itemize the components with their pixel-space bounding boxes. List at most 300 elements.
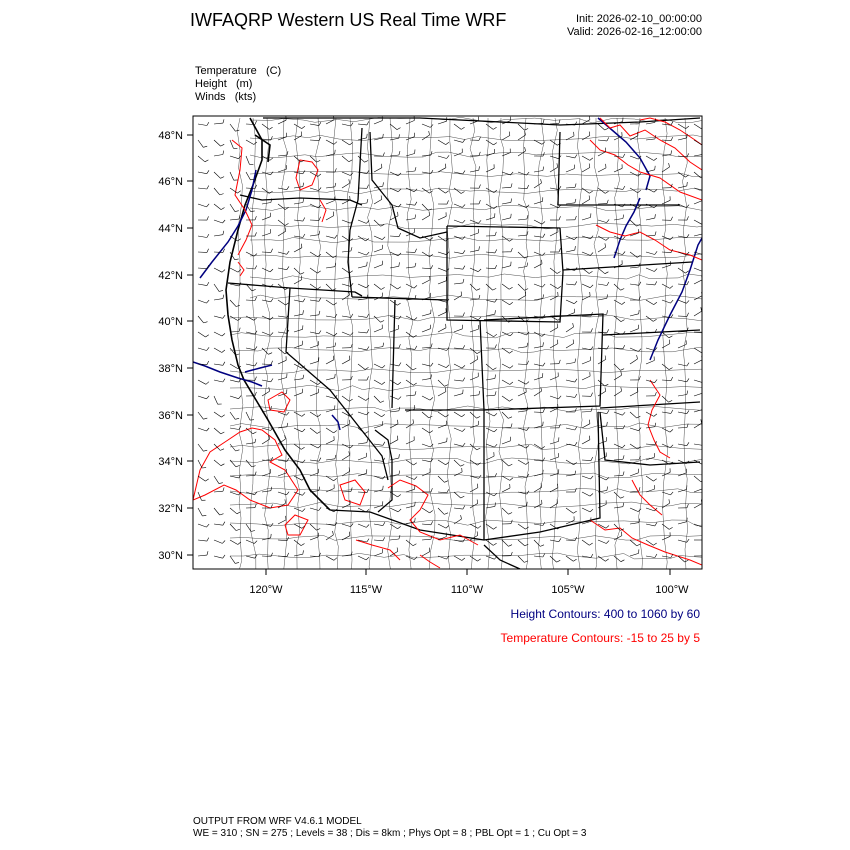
model-version: OUTPUT FROM WRF V4.6.1 MODEL	[193, 816, 362, 827]
wind-barb-flag	[268, 353, 272, 355]
wind-barb-flag	[686, 300, 689, 303]
wind-barb	[230, 219, 239, 220]
wind-barb-flag	[479, 166, 480, 170]
wind-barb-flag	[557, 163, 558, 167]
wind-barb	[342, 220, 350, 223]
wind-barb	[358, 556, 366, 560]
wind-barb	[486, 492, 494, 496]
wind-barb-flag	[670, 445, 673, 448]
wind-barb-flag	[302, 429, 305, 432]
wind-barb	[358, 348, 367, 350]
wind-barb-flag	[235, 259, 239, 260]
wind-barb-flag	[687, 281, 689, 285]
wind-barb	[454, 153, 462, 156]
wind-barb	[694, 489, 702, 492]
wind-barb	[566, 284, 575, 285]
wind-barb-flag	[495, 391, 496, 395]
wind-barb-flag	[235, 211, 239, 212]
wind-barb	[694, 423, 702, 428]
wind-barb-flag	[287, 492, 290, 495]
wind-barb	[310, 300, 319, 301]
wind-barb	[470, 268, 478, 272]
wind-barb-flag	[447, 155, 450, 158]
wind-barb-flag	[204, 322, 208, 323]
wind-barb	[598, 332, 607, 333]
wind-barb	[646, 122, 655, 124]
wind-barb-flag	[271, 523, 273, 526]
wind-barb	[518, 524, 525, 529]
wind-barb	[374, 553, 382, 556]
wind-barb-flag	[271, 534, 272, 538]
wind-barb	[358, 396, 366, 401]
wind-barb-flag	[335, 235, 337, 238]
wind-barb	[582, 296, 590, 300]
wind-barb-flag	[223, 249, 225, 253]
wind-barb	[326, 360, 334, 364]
wind-barb	[374, 364, 382, 368]
wind-barb-flag	[301, 544, 304, 546]
wind-barb-flag	[445, 388, 446, 392]
wind-barb-flag	[366, 285, 369, 288]
wind-barb	[646, 156, 654, 161]
wind-barb-flag	[687, 313, 689, 317]
wind-barb	[566, 540, 575, 541]
wind-barb	[406, 154, 415, 157]
wind-barb	[566, 169, 574, 172]
wind-barb-flag	[286, 303, 289, 305]
wind-barb-flag	[223, 487, 224, 491]
wind-barb-flag	[207, 396, 210, 399]
wind-barb	[550, 408, 558, 412]
wind-barb	[310, 315, 319, 316]
wind-barb-flag	[575, 281, 577, 285]
wind-barb-flag	[303, 218, 305, 222]
wind-barb	[486, 378, 495, 380]
field-temperature: Temperature (C)	[195, 65, 282, 77]
wind-barb	[550, 540, 559, 542]
wind-barb	[502, 488, 510, 492]
wind-barb-flag	[287, 423, 288, 427]
wind-barb-flag	[607, 422, 608, 426]
wind-barb	[390, 380, 398, 385]
wind-barb	[198, 540, 207, 541]
wind-barb-flag	[367, 539, 369, 542]
wind-barb	[518, 172, 527, 175]
wind-barb-flag	[429, 131, 430, 135]
wind-barb	[214, 476, 219, 484]
wind-barb	[502, 236, 509, 241]
wind-barb-flag	[414, 285, 417, 288]
wind-barb	[438, 312, 446, 316]
wind-barb	[374, 284, 381, 290]
wind-barb-flag	[399, 262, 400, 266]
wind-barb-flag	[639, 282, 641, 286]
wind-barb-flag	[251, 531, 255, 532]
wind-barb-flag	[607, 329, 609, 333]
wind-barb-flag	[687, 182, 688, 186]
wind-barb	[470, 329, 479, 332]
wind-barb-flag	[398, 173, 401, 176]
wind-barb-flag	[446, 462, 449, 464]
wind-barb-flag	[703, 552, 704, 556]
wind-barb-flag	[431, 265, 433, 269]
wind-barb-flag	[621, 387, 622, 391]
wind-barb-flag	[207, 300, 210, 303]
wind-barb	[406, 460, 414, 465]
wind-barb	[278, 155, 287, 156]
wind-barb	[598, 247, 606, 252]
wind-barb-flag	[605, 128, 609, 130]
wind-barb-flag	[366, 557, 369, 560]
wind-barb	[454, 428, 462, 432]
lat-label: 46°N	[158, 176, 183, 188]
wind-barb	[278, 300, 286, 305]
wind-barb-flag	[431, 488, 432, 492]
wind-barb-flag	[351, 247, 352, 251]
wind-barb-flag	[205, 479, 208, 481]
wind-barb	[614, 459, 623, 460]
wind-barb-flag	[669, 163, 670, 167]
wind-barb-flag	[223, 119, 224, 123]
wind-barb-flag	[366, 525, 369, 528]
wind-barb	[342, 124, 351, 126]
wind-barb-flag	[702, 524, 705, 527]
wind-barb	[678, 395, 687, 397]
wind-barb	[566, 363, 575, 365]
wind-barb-flag	[524, 289, 528, 291]
wind-barb-flag	[510, 302, 513, 304]
wind-barb-flag	[430, 238, 433, 241]
wind-barb	[438, 281, 446, 284]
wind-barb-flag	[525, 147, 526, 151]
wind-barb	[678, 412, 687, 414]
wind-barb	[566, 250, 575, 252]
wind-barb	[470, 233, 479, 236]
wind-barb	[566, 300, 574, 304]
wind-barb-flag	[495, 345, 497, 349]
wind-barb	[230, 172, 234, 180]
wind-barb-flag	[446, 365, 449, 368]
wind-barb	[214, 268, 222, 272]
wind-barb-flag	[429, 548, 430, 552]
wind-barb	[566, 508, 573, 513]
wind-barb	[294, 248, 302, 252]
wind-barb	[662, 200, 670, 204]
wind-barb-flag	[318, 382, 321, 384]
wind-barb	[422, 124, 430, 127]
wind-barb-flag	[303, 375, 304, 379]
wind-barb	[214, 540, 222, 543]
wind-barb	[310, 235, 319, 236]
wind-barb-flag	[494, 413, 497, 416]
wind-barb-flag	[205, 160, 209, 162]
wind-barb	[342, 251, 351, 252]
wind-barb-flag	[319, 137, 321, 141]
wind-barb	[422, 135, 430, 140]
lat-label: 42°N	[158, 270, 183, 282]
wind-barb-flag	[509, 464, 513, 466]
wind-barb	[614, 188, 623, 189]
wind-barb-flag	[447, 489, 449, 493]
wind-barb-flag	[495, 265, 497, 269]
wind-barb	[214, 380, 223, 382]
wind-barb-flag	[301, 273, 305, 275]
wind-barb-flag	[317, 287, 320, 289]
wind-barb	[342, 491, 351, 492]
wind-barb-flag	[543, 554, 545, 558]
wind-barb	[550, 488, 558, 492]
wind-barb-flag	[398, 189, 401, 192]
wind-barb	[422, 215, 430, 220]
wind-barb	[406, 380, 413, 385]
wind-barb-flag	[574, 301, 577, 304]
wind-barb-flag	[446, 142, 449, 144]
wind-barb	[390, 172, 398, 176]
wind-barb-flag	[703, 251, 706, 254]
wind-barb	[486, 140, 494, 145]
wind-barb-flag	[252, 289, 256, 290]
wind-barb-flag	[509, 351, 512, 353]
wind-barb-flag	[365, 367, 368, 369]
wind-barb-flag	[478, 526, 481, 529]
wind-barb-flag	[559, 216, 561, 220]
wind-barb	[518, 124, 525, 130]
wind-barb-flag	[559, 424, 560, 428]
wind-barb	[246, 348, 255, 350]
wind-barb	[262, 491, 271, 492]
wind-barb	[470, 460, 477, 465]
wind-barb-flag	[687, 539, 689, 542]
wind-barb-flag	[590, 494, 593, 497]
wind-barb-flag	[543, 119, 544, 123]
wind-barb-flag	[509, 399, 512, 401]
wind-barb	[358, 412, 367, 415]
temperature-contours	[193, 118, 702, 568]
wind-barb	[390, 266, 399, 268]
wind-barb	[342, 332, 350, 335]
wind-barb-flag	[335, 455, 336, 459]
wind-barb	[534, 220, 542, 224]
wind-barb-flag	[365, 161, 369, 163]
wind-barb	[534, 236, 543, 237]
wind-barb-flag	[303, 310, 304, 314]
wind-barb-flag	[543, 294, 544, 298]
wind-barb	[294, 412, 302, 416]
wind-barb	[246, 300, 255, 301]
wind-barb	[598, 540, 606, 544]
wind-barb-flag	[701, 419, 702, 423]
wind-barb	[534, 252, 542, 256]
wind-barb-flag	[429, 211, 430, 215]
wind-barb-flag	[527, 263, 528, 267]
wind-barb	[438, 156, 447, 159]
wind-barb	[422, 552, 430, 556]
wind-barb	[662, 428, 670, 432]
wind-barb	[502, 460, 509, 466]
wind-barb-flag	[575, 216, 576, 220]
wind-barb	[326, 556, 334, 560]
wind-barb	[470, 556, 477, 561]
wind-barb	[486, 364, 493, 370]
wind-barb	[518, 411, 527, 412]
wind-barb	[470, 170, 479, 172]
wind-barb	[198, 284, 207, 286]
wind-barb	[390, 551, 398, 556]
wind-barb	[518, 267, 527, 269]
wind-barb-flag	[511, 183, 512, 187]
wind-barb	[582, 412, 591, 413]
wind-barb	[342, 284, 351, 286]
wind-barb	[694, 124, 702, 129]
wind-barb	[518, 476, 527, 477]
wind-barb	[278, 252, 287, 254]
wind-barb	[694, 140, 702, 145]
wind-barb-flag	[463, 171, 465, 174]
wind-barb-flag	[269, 387, 270, 391]
wind-barb-flag	[252, 466, 256, 467]
wind-barb-flag	[543, 363, 545, 366]
wind-barb-flag	[335, 150, 336, 154]
wind-barb-flag	[510, 478, 513, 481]
wind-barb	[230, 508, 237, 514]
wind-barb-flag	[543, 522, 545, 526]
wind-barb	[374, 265, 382, 268]
wind-barb	[246, 443, 255, 444]
wind-barb-flag	[591, 476, 594, 479]
wind-barb-flag	[493, 543, 496, 545]
wind-barb	[198, 204, 207, 207]
wind-barb-flag	[605, 191, 608, 193]
wind-barb-flag	[575, 359, 576, 363]
wind-barb-flag	[223, 379, 225, 382]
wind-barb	[502, 266, 511, 268]
wind-barb	[694, 172, 701, 178]
wind-barb	[438, 168, 446, 172]
wind-barb-flag	[623, 215, 624, 219]
wind-barb	[278, 520, 286, 524]
wind-barb	[630, 284, 639, 285]
county-line	[333, 118, 339, 586]
wind-barb-flag	[319, 298, 321, 302]
wind-barb-flag	[703, 150, 704, 154]
wind-barb-flag	[431, 521, 433, 525]
wind-barb-flag	[623, 154, 625, 158]
wind-barb-flag	[222, 333, 225, 336]
wind-barb	[198, 300, 207, 303]
wind-barb-flag	[607, 137, 609, 141]
wind-barb	[582, 188, 589, 193]
wind-barb	[214, 220, 223, 223]
wind-barb	[278, 556, 287, 557]
wind-barb	[646, 476, 653, 481]
latitude-axis	[158, 130, 193, 562]
wind-barb	[438, 364, 446, 368]
wind-barb-flag	[413, 544, 416, 546]
wind-barb-flag	[287, 266, 289, 269]
wind-barb-flag	[238, 239, 241, 241]
wind-barb	[358, 124, 367, 125]
wind-barb	[198, 172, 207, 174]
wind-barb	[678, 444, 687, 446]
wind-barb	[582, 508, 590, 512]
wind-barb	[566, 327, 574, 332]
wind-barb-flag	[319, 188, 322, 191]
wind-barb-flag	[575, 471, 576, 475]
wind-barb-flag	[687, 363, 689, 366]
wind-barb-flag	[303, 183, 304, 187]
wind-barb	[518, 540, 525, 546]
wind-barb-flag	[462, 236, 465, 239]
wind-barb-flag	[495, 249, 497, 253]
wind-barb-flag	[479, 185, 481, 189]
wind-barb	[326, 440, 334, 444]
wind-barb	[694, 476, 701, 482]
wind-barb	[278, 231, 286, 236]
wind-barb-flag	[479, 475, 481, 478]
wind-barb-flag	[607, 346, 609, 350]
wind-barb	[342, 183, 350, 188]
wind-barb	[598, 124, 605, 130]
wind-barb	[198, 476, 205, 481]
wind-barb-flag	[382, 237, 385, 240]
wind-barb	[566, 396, 575, 397]
wind-barb-flag	[623, 252, 626, 255]
wind-barb-flag	[444, 481, 448, 483]
wind-barb-flag	[511, 552, 512, 556]
wind-barb	[534, 377, 543, 380]
wind-barb-flag	[591, 347, 593, 350]
wind-barb	[694, 268, 702, 271]
wind-barb-flag	[415, 202, 417, 205]
wind-barb	[438, 392, 446, 396]
wind-barb-flag	[319, 507, 321, 510]
wind-barb	[534, 332, 542, 336]
wind-barb	[662, 444, 670, 448]
wind-barb	[582, 492, 590, 496]
wind-barb-flag	[398, 420, 399, 424]
wind-barb-flag	[509, 513, 513, 515]
wind-barb	[294, 540, 301, 546]
wind-barb-flag	[334, 333, 337, 336]
wind-barb	[262, 233, 271, 236]
wind-barb-flag	[463, 378, 465, 382]
wind-barb	[454, 412, 462, 417]
wind-barb	[294, 156, 301, 162]
wind-barb-flag	[479, 246, 480, 250]
wind-barb	[390, 440, 398, 444]
wind-barb-flag	[223, 315, 225, 318]
wind-barb	[390, 508, 398, 512]
wind-barb	[454, 348, 463, 349]
wind-barb	[214, 412, 221, 417]
wind-barb	[246, 412, 250, 420]
wind-barb-flag	[271, 553, 273, 557]
wind-barb	[262, 439, 270, 444]
wind-barb	[262, 188, 269, 193]
wind-barb	[406, 284, 414, 288]
wind-barb-flag	[671, 492, 674, 495]
wind-barb	[454, 364, 462, 368]
wind-barb-flag	[301, 276, 302, 280]
wind-barb	[358, 428, 365, 434]
wind-barb	[198, 444, 203, 451]
lat-label: 40°N	[158, 316, 183, 328]
wind-barb	[374, 524, 383, 526]
wind-barb-flag	[607, 282, 609, 286]
wind-barb-flag	[207, 282, 209, 286]
wind-barb	[310, 156, 317, 162]
wind-barb-flag	[335, 374, 336, 378]
